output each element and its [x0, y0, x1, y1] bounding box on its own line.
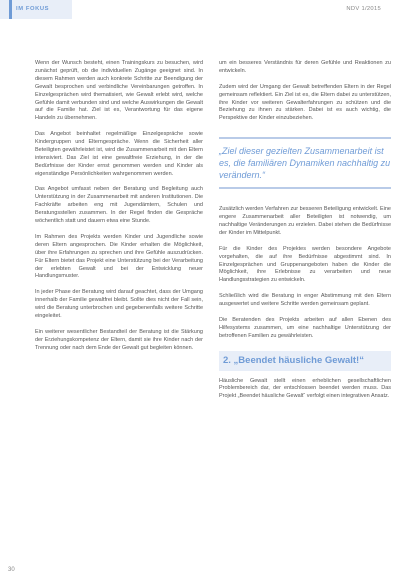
paragraph: Das Angebot beinhaltet regelmäßige Einzelgespräche sowie Kindergruppen und Elterngespräche. Wenn die Sicherheit aller Beteiligten gewährleistet ist, wird die Zusammenarbeit mit den Eltern intensiviert. Das Ziel ist eine gewaltfreie Erziehung, in der die Bedürfnisse der Kinder ernst genommen werden und Kinder als eigenständige Persönlichkeiten wahrgenommen werden.	[35, 131, 203, 177]
left-column	[35, 60, 203, 360]
page-header	[0, 0, 413, 22]
paragraph: Für die Kinder des Projektes werden besondere Angebote vorgehalten, die auf ihre Bedürfnisse abgestimmt sind. In Einzelgesprächen und Gruppenangeboten haben die Kinder die Möglichkeit, ihre Erlebnisse zu verarbeiten und neue Handlungsstrategien zu entwickeln.	[219, 245, 391, 284]
paragraph: Wenn der Wunsch besteht, einen Trainingskurs zu besuchen, wird zunächst geprüft, ob die individuellen Zugänge geeignet sind. In diesem Rahmen werden auch konkrete Schritte zur Beendigung der Gewalt besprochen und verbindliche Vereinbarungen getroffen. In Einzelgesprächen wird thematisiert, wie Gewalt erlebt wird, welche Gefühle damit verbunden sind und welche Auswirkungen die Gewalt auf die Familie hat. Ziel ist es, Verantwortung für das eigene Handeln zu übernehmen.	[35, 60, 203, 122]
paragraph: um ein besseres Verständnis für deren Gefühle und Reaktionen zu entwickeln.	[219, 60, 391, 74]
section-label: IM FOKUS	[16, 6, 50, 12]
paragraph: Ein weiterer wesentlicher Bestandteil der Beratung ist die Stärkung der Erziehungskompetenz der Eltern, damit sie ihre Kinder nach der Trennung oder nach dem Ende der Gewalt gut begleiten können.	[35, 328, 203, 351]
paragraph: Das Angebot umfasst neben der Beratung und Begleitung auch Unterstützung in der Zusammenarbeit mit anderen Institutionen. Die Fachkräfte arbeiten eng mit Jugendämtern, Schulen und Beratungsstellen zusammen. In der Regel finden die Gespräche wöchentlich statt und dauern etwa eine Stunde.	[35, 186, 203, 225]
section-tab	[0, 0, 72, 19]
right-column	[219, 60, 391, 409]
pull-quote: „Ziel dieser gezielten Zusammenarbeit ist es, die familiären Dynamiken nachhaltig zu verändern.“	[219, 137, 391, 189]
accent-bar	[9, 0, 12, 19]
paragraph: Die Beratenden des Projekts arbeiten auf allen Ebenen des Hilfesystems zusammen, um eine nachhaltige Unterstützung der betroffenen Familien zu gewährleisten.	[219, 316, 391, 339]
section-heading: 2. „Beendet häusliche Gewalt!“	[219, 351, 391, 371]
paragraph: Zusätzlich werden Verfahren zur besseren Beteiligung entwickelt. Eine engere Zusammenarbeit aller Beteiligten ist notwendig, um nachhaltige Veränderungen zu erzielen. Dabei stehen die Bedürfnisse der Kinder im Mittelpunkt.	[219, 206, 391, 236]
issue-label: NDV 1/2015	[346, 6, 381, 12]
paragraph: In jeder Phase der Beratung wird darauf geachtet, dass der Umgang innerhalb der Familie gewaltfrei bleibt. Sollte dies nicht der Fall sein, wird die Beratung unterbrochen und gegebenenfalls weitere Schritte eingeleitet.	[35, 289, 203, 319]
paragraph: Zudem wird der Umgang der Gewalt betreffenden Eltern in der Regel gemeinsam reflektiert. Ein Ziel ist es, die Eltern dabei zu unterstützen, ihre Kinder vor weiteren Gewalterfahrungen zu schützen und die Beziehung zu ihnen zu stärken. Dabei ist es auch wichtig, die Perspektive der Kinder einzubeziehen.	[219, 83, 391, 122]
page-number: 30	[8, 567, 15, 573]
paragraph: Schließlich wird die Beratung in enger Abstimmung mit den Eltern ausgewertet und weitere Schritte werden gemeinsam geplant.	[219, 293, 391, 308]
paragraph: Im Rahmen des Projekts werden Kinder und Jugendliche sowie deren Eltern angesprochen. Die Kinder erhalten die Möglichkeit, über ihre Erfahrungen zu sprechen und ihre Gefühle auszudrücken. Für Eltern bietet das Projekt eine Unterstützung bei der Verarbeitung der erlebten Gewalt und bei der Entwicklung neuer Handlungsmuster.	[35, 233, 203, 280]
paragraph: Häusliche Gewalt stellt einen erheblichen gesellschaftlichen Problembereich dar, der entschlossen beendet werden muss. Das Projekt „Beendet häusliche Gewalt“ verfolgt einen integrativen Ansatz.	[219, 377, 391, 400]
